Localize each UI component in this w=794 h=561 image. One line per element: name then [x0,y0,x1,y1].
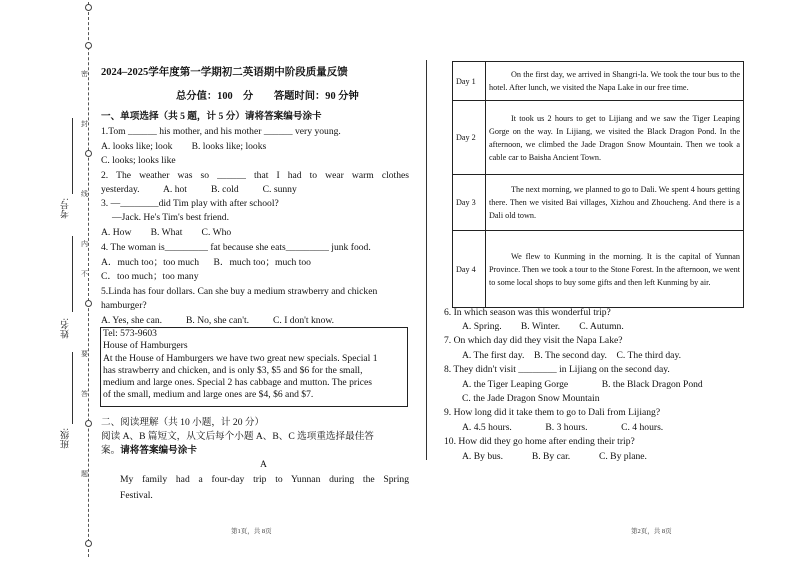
question-5: 5.Linda has four dollars. Can she buy a medium strawberry and chicken [101,286,378,297]
strip-char: 不 [81,270,88,278]
strip-char: 题 [81,470,88,478]
question-3: 3. —________did Tim play with after school? [101,198,279,209]
text-cell: It took us 2 hours to get to Lijiang and we saw the Tiger Leaping Gorge on the way. In Lijiang, we visited the Black Dragon Pond. In the afternoon, we climbed the Jade Dragon Snow Mountain. Then we took a cable car to Baisha Ancient Town. [486,101,744,175]
day-cell: Day 4 [453,231,486,308]
trip-table [452,61,744,308]
passage-a-label: A [260,459,267,470]
question-7: 7. On which day did they visit the Napa Lake? [444,335,623,346]
notice-line: House of Hamburgers [103,340,188,352]
table-row [453,62,744,101]
passage-a-line: Festival. [120,490,153,501]
question-4-options: A．much too；too much B．much too；much too [101,257,311,268]
question-5-cont: hamburger? [101,300,147,311]
notice-line: of the small, medium and large ones are $4, $6 and $7. [103,389,314,401]
page-number-left: 第1页，共 8页 [231,528,272,535]
binding-line [88,2,89,557]
section2-instructions-cont [101,444,197,458]
exam-number-label: 考号: [60,198,70,219]
question-1-options: A. looks like; look B. looks like; looks [101,141,267,152]
question-9: 9. How long did it take them to go to Dali from Lijiang? [444,407,661,418]
text-cell: We flew to Kunming in the morning. It is the capital of Yunnan Province. Then we took a tour to the Stone Forest. In the afternoon, we went to some local shops to buy some gifts and then left Kunming by air. [486,231,744,308]
question-7-options: A. The first day. B. The second day. C. The third day. [462,350,682,361]
section2-instructions: 阅读 A、B 篇短文，从文后每个小题 A、B、C 选项重选择最佳答 [101,431,374,442]
strip-char: 答 [81,390,88,398]
hamburger-notice [100,327,408,407]
question-6-options: A. Spring. B. Winter. C. Autumn. [462,321,624,332]
question-8: 8. They didn't visit ________ in Lijiang on the second day. [444,364,670,375]
question-3-answer: —Jack. He's Tim's best friend. [112,212,229,223]
page-number-right: 第2页，共 8页 [631,528,672,535]
notice-line: medium and large ones. Special 2 has cabbage and mutton. The prices [103,377,372,389]
strip-char: 线 [81,190,88,198]
strip-char: 密 [81,70,88,78]
question-1: 1.Tom ______ his mother, and his mother ______ very young. [101,126,341,137]
question-3-options: A. How B. What C. Who [101,227,232,238]
instr-plain: 案。 [101,445,121,456]
notice-line: At the House of Hamburgers we have two great new specials. Special 1 [103,352,378,364]
name-label: 姓名: [60,318,70,339]
score-line: 总分值：100 分 答题时间：90 分钟 [176,91,359,102]
class-label: 班级: [60,428,70,449]
question-4-option-c: C．too much；too many [101,271,199,282]
strip-char: 封 [81,120,88,128]
instr-bold: 请将答案编号涂卡 [120,445,197,456]
question-10: 10. How did they go home after ending their trip? [444,436,635,447]
name-blank[interactable] [72,236,73,312]
exam-title: 2024–2025学年度第一学期初二英语期中阶段质量反馈 [101,67,348,78]
binding-hole-icon [85,150,92,157]
class-blank[interactable] [72,352,73,424]
question-8-options: A. the Tiger Leaping Gorge B. the Black Dragon Pond [462,379,703,390]
binding-hole-icon [85,42,92,49]
table-row [453,175,744,231]
question-9-options: A. 4.5 hours. B. 3 hours. C. 4 hours. [462,422,664,433]
question-2: 2. The weather was so ______ that I had to wear warm clothes [101,170,409,181]
exam-number-blank[interactable] [72,118,73,194]
question-10-options: A. By bus. B. By car. C. By plane. [462,451,647,462]
strip-char: 内 [81,240,88,248]
passage-a-line: My family had a four-day trip to Yunnan during the Spring [120,474,409,485]
table-row [453,101,744,175]
binding-hole-icon [85,4,92,11]
binding-hole-icon [85,540,92,547]
question-4: 4. The woman is_________ fat because she eats_________ junk food. [101,242,371,253]
question-5-options: A. Yes, she can. B. No, she can't. C. I don't know. [101,315,335,326]
day-cell: Day 1 [453,62,486,101]
section2-heading: 二、阅读理解（共 10 小题，计 20 分） [101,417,265,428]
binding-hole-icon [85,300,92,307]
fold-line [426,60,427,460]
section1-heading: 一、单项选择（共 5 题，计 5 分）请将答案编号涂卡 [101,111,322,122]
notice-line: Tel: 573-9603 [103,328,157,339]
question-1-option-c: C. looks; looks like [101,155,176,166]
question-2-options: yesterday. A. hot B. cold C. sunny [101,184,297,195]
text-cell: The next morning, we planned to go to Dali. We spent 4 hours getting there. Then we visited Bai villages, Xizhou and Zhoucheng. And there is a Dali old town. [486,175,744,231]
table-row [453,231,744,308]
question-6: 6. In which season was this wonderful trip? [444,307,611,318]
text-cell: On the first day, we arrived in Shangri-la. We took the tour bus to the hotel. After lunch, we visited the Napa Lake in our free time. [486,62,744,101]
strip-char: 要 [81,350,88,358]
day-cell: Day 2 [453,101,486,175]
question-8-option-c: C. the Jade Dragon Snow Mountain [462,393,600,404]
binding-hole-icon [85,420,92,427]
day-cell: Day 3 [453,175,486,231]
notice-line: has strawberry and chicken, and is only $3, $5 and $6 for the small, [103,364,363,376]
